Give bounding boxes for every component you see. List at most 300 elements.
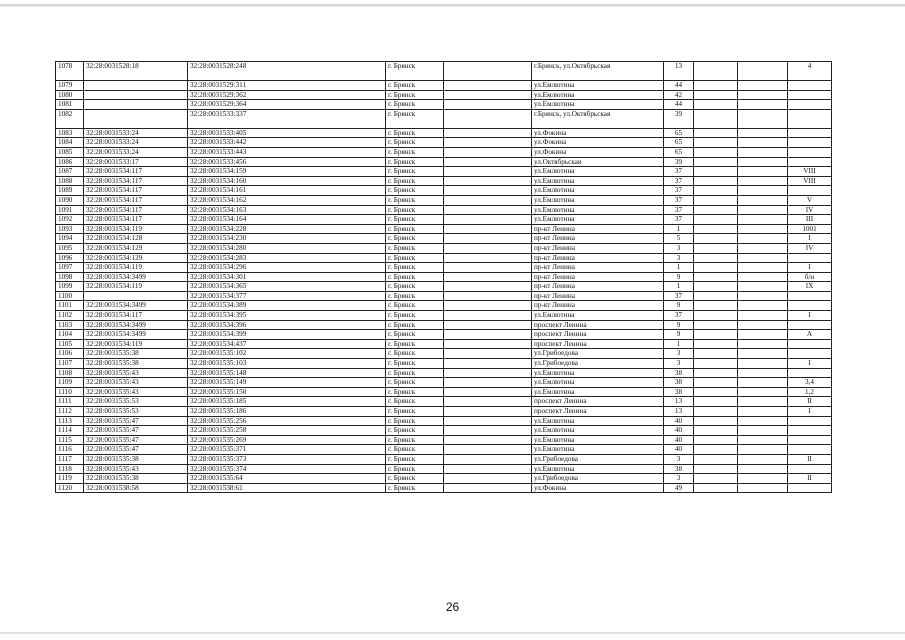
object-cadastral-number-cell: 32:28:0031535:373 <box>188 454 386 464</box>
street-cell: ул.Фокина <box>532 483 664 493</box>
empty-cell <box>694 426 738 436</box>
empty-cell <box>694 215 738 225</box>
empty-cell <box>738 90 788 100</box>
empty-cell <box>738 215 788 225</box>
city-cell: г. Брянск <box>386 243 444 253</box>
city-cell: г. Брянск <box>386 454 444 464</box>
empty-cell <box>738 224 788 234</box>
land-cadastral-number-cell <box>84 100 188 110</box>
table-row <box>56 301 832 311</box>
row-number-cell: 1101 <box>56 301 84 311</box>
empty-cell <box>444 282 532 292</box>
empty-cell <box>444 291 532 301</box>
empty-cell <box>738 387 788 397</box>
table-row <box>56 454 832 464</box>
street-cell: пр-кт Ленина <box>532 282 664 292</box>
empty-cell <box>738 81 788 91</box>
empty-cell <box>738 483 788 493</box>
empty-cell <box>444 368 532 378</box>
street-cell: пр-кт Ленина <box>532 272 664 282</box>
empty-cell <box>444 426 532 436</box>
object-cadastral-number-cell: 32:28:0031534:280 <box>188 243 386 253</box>
city-cell: г. Брянск <box>386 272 444 282</box>
empty-cell <box>738 330 788 340</box>
land-cadastral-number-cell: 32:28:0031533:24 <box>84 128 188 138</box>
premises-number-cell: 4 <box>788 62 832 81</box>
object-cadastral-number-cell: 32:28:0031534:283 <box>188 253 386 263</box>
land-cadastral-number-cell: 32:28:0031534:119 <box>84 282 188 292</box>
premises-number-cell: VIII <box>788 176 832 186</box>
land-cadastral-number-cell: 32:28:0031535:43 <box>84 368 188 378</box>
empty-cell <box>694 282 738 292</box>
city-cell: г. Брянск <box>386 435 444 445</box>
empty-cell <box>444 474 532 484</box>
street-cell: пр-кт Ленина <box>532 224 664 234</box>
street-cell: ул.Грибоедова <box>532 349 664 359</box>
row-number-cell: 1084 <box>56 138 84 148</box>
street-cell: ул.Емлютина <box>532 426 664 436</box>
table-row <box>56 167 832 177</box>
empty-cell <box>694 128 738 138</box>
premises-number-cell <box>788 368 832 378</box>
table-row <box>56 138 832 148</box>
object-cadastral-number-cell: 32:28:0031535:148 <box>188 368 386 378</box>
city-cell: г. Брянск <box>386 167 444 177</box>
empty-cell <box>694 445 738 455</box>
row-number-cell: 1108 <box>56 368 84 378</box>
object-cadastral-number-cell: 32:28:0031534:377 <box>188 291 386 301</box>
empty-cell <box>444 100 532 110</box>
empty-cell <box>694 368 738 378</box>
empty-cell <box>694 234 738 244</box>
empty-cell <box>694 81 738 91</box>
house-number-cell: 13 <box>664 62 694 81</box>
house-number-cell: 9 <box>664 272 694 282</box>
table-row <box>56 378 832 388</box>
street-cell: проспект Ленина <box>532 320 664 330</box>
row-number-cell: 1102 <box>56 311 84 321</box>
empty-cell <box>444 378 532 388</box>
table-row <box>56 282 832 292</box>
street-cell: пр-кт Ленина <box>532 253 664 263</box>
empty-cell <box>444 128 532 138</box>
empty-cell <box>694 339 738 349</box>
land-cadastral-number-cell: 32:28:0031528:18 <box>84 62 188 81</box>
object-cadastral-number-cell: 32:28:0031533:456 <box>188 157 386 167</box>
city-cell: г. Брянск <box>386 339 444 349</box>
street-cell: ул.Емлютина <box>532 176 664 186</box>
city-cell: г. Брянск <box>386 445 444 455</box>
street-cell: ул.Емлютина <box>532 435 664 445</box>
land-cadastral-number-cell: 32:28:0031534:3499 <box>84 330 188 340</box>
empty-cell <box>444 224 532 234</box>
object-cadastral-number-cell: 32:28:0031534:396 <box>188 320 386 330</box>
house-number-cell: 40 <box>664 435 694 445</box>
city-cell: г. Брянск <box>386 157 444 167</box>
row-number-cell: 1115 <box>56 435 84 445</box>
empty-cell <box>738 474 788 484</box>
premises-number-cell: 1001 <box>788 224 832 234</box>
empty-cell <box>694 407 738 417</box>
house-number-cell: 5 <box>664 234 694 244</box>
empty-cell <box>694 454 738 464</box>
empty-cell <box>694 205 738 215</box>
object-cadastral-number-cell: 32:28:0031528:248 <box>188 62 386 81</box>
empty-cell <box>738 147 788 157</box>
street-cell: проспект Ленина <box>532 407 664 417</box>
empty-cell <box>738 282 788 292</box>
land-cadastral-number-cell: 32:28:0031535:38 <box>84 349 188 359</box>
empty-cell <box>738 378 788 388</box>
object-cadastral-number-cell: 32:28:0031535:150 <box>188 387 386 397</box>
land-cadastral-number-cell: 32:28:0031534:117 <box>84 167 188 177</box>
empty-cell <box>738 445 788 455</box>
empty-cell <box>444 483 532 493</box>
house-number-cell: 37 <box>664 291 694 301</box>
city-cell: г. Брянск <box>386 90 444 100</box>
empty-cell <box>694 253 738 263</box>
empty-cell <box>738 138 788 148</box>
table-row <box>56 397 832 407</box>
premises-number-cell: I <box>788 407 832 417</box>
table-row <box>56 272 832 282</box>
house-number-cell: 38 <box>664 464 694 474</box>
empty-cell <box>694 464 738 474</box>
empty-cell <box>738 62 788 81</box>
object-cadastral-number-cell: 32:28:0031533:443 <box>188 147 386 157</box>
land-cadastral-number-cell: 32:28:0031535:43 <box>84 378 188 388</box>
object-cadastral-number-cell: 32:28:0031538:61 <box>188 483 386 493</box>
house-number-cell: 37 <box>664 205 694 215</box>
street-cell: ул.Емлютина <box>532 100 664 110</box>
house-number-cell: 1 <box>664 263 694 273</box>
empty-cell <box>444 397 532 407</box>
street-cell: ул.Емлютина <box>532 464 664 474</box>
street-cell: ул.Емлютина <box>532 215 664 225</box>
table-row <box>56 483 832 493</box>
object-cadastral-number-cell: 32:28:0031535:371 <box>188 445 386 455</box>
street-cell: г.Брянск, ул.Октябрьская <box>532 62 664 81</box>
premises-number-cell <box>788 253 832 263</box>
street-cell: ул.Грибоедова <box>532 359 664 369</box>
city-cell: г. Брянск <box>386 349 444 359</box>
premises-number-cell <box>788 435 832 445</box>
object-cadastral-number-cell: 32:28:0031535:258 <box>188 426 386 436</box>
table-row <box>56 195 832 205</box>
table-row <box>56 426 832 436</box>
row-number-cell: 1105 <box>56 339 84 349</box>
city-cell: г. Брянск <box>386 378 444 388</box>
land-cadastral-number-cell: 32:28:0031534:117 <box>84 311 188 321</box>
empty-cell <box>694 224 738 234</box>
premises-number-cell <box>788 416 832 426</box>
empty-cell <box>694 147 738 157</box>
object-cadastral-number-cell: 32:28:0031534:228 <box>188 224 386 234</box>
empty-cell <box>444 272 532 282</box>
city-cell: г. Брянск <box>386 301 444 311</box>
premises-number-cell <box>788 100 832 110</box>
land-cadastral-number-cell: 32:28:0031534:117 <box>84 215 188 225</box>
city-cell: г. Брянск <box>386 311 444 321</box>
premises-number-cell: б/н <box>788 272 832 282</box>
empty-cell <box>444 186 532 196</box>
city-cell: г. Брянск <box>386 359 444 369</box>
city-cell: г. Брянск <box>386 62 444 81</box>
table-row <box>56 416 832 426</box>
empty-cell <box>738 320 788 330</box>
house-number-cell: 40 <box>664 416 694 426</box>
row-number-cell: 1095 <box>56 243 84 253</box>
table-body <box>56 62 832 493</box>
object-cadastral-number-cell: 32:28:0031534:399 <box>188 330 386 340</box>
house-number-cell: 65 <box>664 147 694 157</box>
land-cadastral-number-cell: 32:28:0031535:47 <box>84 435 188 445</box>
table-row <box>56 464 832 474</box>
empty-cell <box>694 435 738 445</box>
empty-cell <box>444 320 532 330</box>
empty-cell <box>738 253 788 263</box>
land-cadastral-number-cell: 32:28:0031533:17 <box>84 157 188 167</box>
object-cadastral-number-cell: 32:28:0031534:437 <box>188 339 386 349</box>
street-cell: ул.Емлютина <box>532 205 664 215</box>
row-number-cell: 1109 <box>56 378 84 388</box>
empty-cell <box>694 320 738 330</box>
street-cell: ул.Емлютина <box>532 195 664 205</box>
object-cadastral-number-cell: 32:28:0031535:186 <box>188 407 386 417</box>
empty-cell <box>444 359 532 369</box>
row-number-cell: 1094 <box>56 234 84 244</box>
premises-number-cell <box>788 90 832 100</box>
city-cell: г. Брянск <box>386 215 444 225</box>
table-row <box>56 128 832 138</box>
street-cell: ул.Емлютина <box>532 81 664 91</box>
row-number-cell: 1093 <box>56 224 84 234</box>
row-number-cell: 1104 <box>56 330 84 340</box>
premises-number-cell: А <box>788 330 832 340</box>
row-number-cell: 1085 <box>56 147 84 157</box>
empty-cell <box>738 416 788 426</box>
empty-cell <box>738 109 788 128</box>
empty-cell <box>694 138 738 148</box>
row-number-cell: 1098 <box>56 272 84 282</box>
premises-number-cell: I <box>788 263 832 273</box>
street-cell: ул.Грибоедова <box>532 454 664 464</box>
empty-cell <box>444 416 532 426</box>
house-number-cell: 42 <box>664 90 694 100</box>
premises-number-cell <box>788 320 832 330</box>
house-number-cell: 9 <box>664 320 694 330</box>
house-number-cell: 3 <box>664 349 694 359</box>
house-number-cell: 13 <box>664 397 694 407</box>
object-cadastral-number-cell: 32:28:0031534:296 <box>188 263 386 273</box>
object-cadastral-number-cell: 32:28:0031535:103 <box>188 359 386 369</box>
row-number-cell: 1083 <box>56 128 84 138</box>
empty-cell <box>444 407 532 417</box>
row-number-cell: 1107 <box>56 359 84 369</box>
row-number-cell: 1120 <box>56 483 84 493</box>
object-cadastral-number-cell: 32:28:0031534:230 <box>188 234 386 244</box>
city-cell: г. Брянск <box>386 109 444 128</box>
street-cell: ул.Фокина <box>532 138 664 148</box>
land-cadastral-number-cell: 32:28:0031534:3499 <box>84 272 188 282</box>
land-cadastral-number-cell: 32:28:0031535:47 <box>84 426 188 436</box>
premises-number-cell <box>788 483 832 493</box>
house-number-cell: 38 <box>664 368 694 378</box>
street-cell: пр-кт Ленина <box>532 243 664 253</box>
empty-cell <box>738 464 788 474</box>
city-cell: г. Брянск <box>386 320 444 330</box>
empty-cell <box>694 378 738 388</box>
street-cell: ул.Грибоедова <box>532 474 664 484</box>
empty-cell <box>694 272 738 282</box>
city-cell: г. Брянск <box>386 263 444 273</box>
empty-cell <box>694 359 738 369</box>
table-row <box>56 215 832 225</box>
premises-number-cell <box>788 349 832 359</box>
house-number-cell: 40 <box>664 445 694 455</box>
street-cell: ул.Емлютина <box>532 90 664 100</box>
premises-number-cell: I <box>788 234 832 244</box>
city-cell: г. Брянск <box>386 291 444 301</box>
premises-number-cell <box>788 109 832 128</box>
empty-cell <box>738 167 788 177</box>
empty-cell <box>444 157 532 167</box>
table-row <box>56 243 832 253</box>
table-row <box>56 157 832 167</box>
row-number-cell: 1100 <box>56 291 84 301</box>
land-cadastral-number-cell <box>84 81 188 91</box>
land-cadastral-number-cell: 32:28:0031534:119 <box>84 224 188 234</box>
land-cadastral-number-cell: 32:28:0031534:3499 <box>84 301 188 311</box>
table-row <box>56 387 832 397</box>
empty-cell <box>738 311 788 321</box>
empty-cell <box>694 167 738 177</box>
street-cell: проспект Ленина <box>532 339 664 349</box>
premises-number-cell: I <box>788 311 832 321</box>
city-cell: г. Брянск <box>386 387 444 397</box>
house-number-cell: 65 <box>664 128 694 138</box>
scan-top-edge <box>0 4 905 7</box>
house-number-cell: 9 <box>664 330 694 340</box>
street-cell: пр-кт Ленина <box>532 234 664 244</box>
cadastral-register-table <box>55 61 832 493</box>
house-number-cell: 37 <box>664 195 694 205</box>
empty-cell <box>694 416 738 426</box>
table-row <box>56 205 832 215</box>
house-number-cell: 37 <box>664 167 694 177</box>
house-number-cell: 49 <box>664 483 694 493</box>
row-number-cell: 1113 <box>56 416 84 426</box>
empty-cell <box>694 387 738 397</box>
city-cell: г. Брянск <box>386 147 444 157</box>
empty-cell <box>444 435 532 445</box>
table-row <box>56 90 832 100</box>
empty-cell <box>738 234 788 244</box>
city-cell: г. Брянск <box>386 195 444 205</box>
premises-number-cell: IX <box>788 282 832 292</box>
premises-number-cell: 1,2 <box>788 387 832 397</box>
empty-cell <box>444 234 532 244</box>
empty-cell <box>694 100 738 110</box>
city-cell: г. Брянск <box>386 186 444 196</box>
house-number-cell: 1 <box>664 282 694 292</box>
street-cell: ул.Емлютина <box>532 378 664 388</box>
empty-cell <box>738 454 788 464</box>
premises-number-cell: II <box>788 454 832 464</box>
house-number-cell: 3 <box>664 243 694 253</box>
row-number-cell: 1112 <box>56 407 84 417</box>
table-row <box>56 253 832 263</box>
object-cadastral-number-cell: 32:28:0031535:374 <box>188 464 386 474</box>
city-cell: г. Брянск <box>386 138 444 148</box>
house-number-cell: 3 <box>664 474 694 484</box>
land-cadastral-number-cell: 32:28:0031534:129 <box>84 243 188 253</box>
object-cadastral-number-cell: 32:28:0031529:311 <box>188 81 386 91</box>
row-number-cell: 1092 <box>56 215 84 225</box>
table-row <box>56 224 832 234</box>
city-cell: г. Брянск <box>386 416 444 426</box>
land-cadastral-number-cell: 32:28:0031535:53 <box>84 407 188 417</box>
row-number-cell: 1096 <box>56 253 84 263</box>
premises-number-cell <box>788 291 832 301</box>
city-cell: г. Брянск <box>386 205 444 215</box>
house-number-cell: 37 <box>664 215 694 225</box>
house-number-cell: 37 <box>664 311 694 321</box>
empty-cell <box>444 243 532 253</box>
empty-cell <box>694 176 738 186</box>
city-cell: г. Брянск <box>386 483 444 493</box>
object-cadastral-number-cell: 32:28:0031533:337 <box>188 109 386 128</box>
empty-cell <box>444 195 532 205</box>
row-number-cell: 1090 <box>56 195 84 205</box>
street-cell: ул.Фокина <box>532 128 664 138</box>
city-cell: г. Брянск <box>386 253 444 263</box>
row-number-cell: 1086 <box>56 157 84 167</box>
empty-cell <box>694 474 738 484</box>
premises-number-cell <box>788 81 832 91</box>
empty-cell <box>694 483 738 493</box>
row-number-cell: 1119 <box>56 474 84 484</box>
table-row <box>56 186 832 196</box>
table-row <box>56 176 832 186</box>
row-number-cell: 1114 <box>56 426 84 436</box>
empty-cell <box>694 301 738 311</box>
land-cadastral-number-cell: 32:28:0031535:38 <box>84 454 188 464</box>
city-cell: г. Брянск <box>386 464 444 474</box>
empty-cell <box>444 311 532 321</box>
premises-number-cell <box>788 445 832 455</box>
table-row <box>56 109 832 128</box>
table-row <box>56 100 832 110</box>
premises-number-cell: II <box>788 474 832 484</box>
table-row <box>56 311 832 321</box>
premises-number-cell <box>788 464 832 474</box>
object-cadastral-number-cell: 32:28:0031534:301 <box>188 272 386 282</box>
premises-number-cell <box>788 157 832 167</box>
land-cadastral-number-cell: 32:28:0031534:119 <box>84 263 188 273</box>
row-number-cell: 1106 <box>56 349 84 359</box>
premises-number-cell: II <box>788 397 832 407</box>
table-row <box>56 349 832 359</box>
premises-number-cell: III <box>788 215 832 225</box>
empty-cell <box>738 359 788 369</box>
empty-cell <box>444 167 532 177</box>
empty-cell <box>444 464 532 474</box>
empty-cell <box>738 339 788 349</box>
street-cell: проспект Ленина <box>532 397 664 407</box>
empty-cell <box>694 243 738 253</box>
house-number-cell: 37 <box>664 186 694 196</box>
